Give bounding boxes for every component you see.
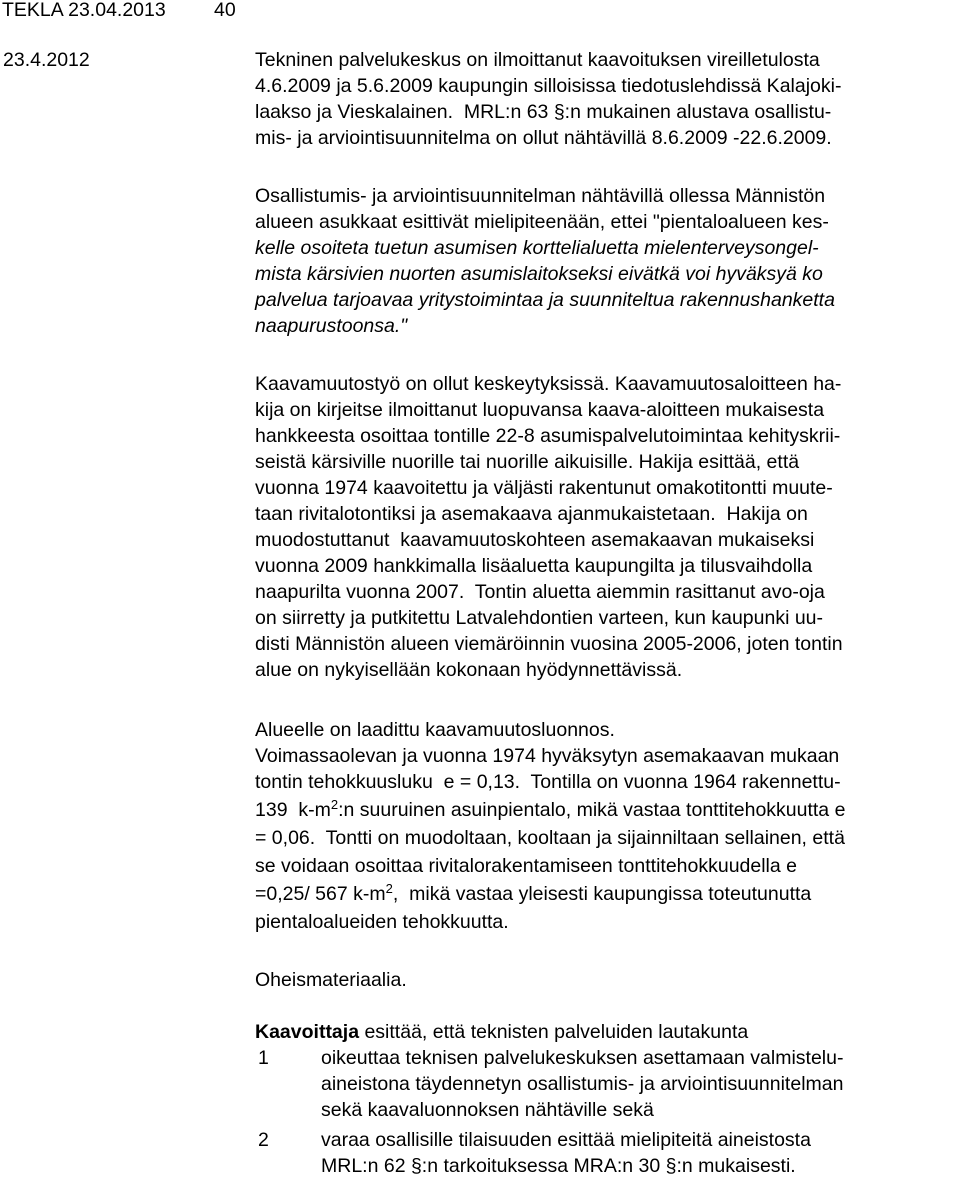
status-line: on siirretty ja putkitettu Latvalehdontien varteen, kun kaupunki uu- xyxy=(255,607,824,629)
proposal-item-line: oikeuttaa teknisen palvelukeskuksen asettamaan valmistelu- xyxy=(321,1047,844,1069)
feedback-line: alueen asukkaat esittivät mielipiteenään, ettei "pientaloalueen kes- xyxy=(255,211,829,233)
draft-efficiency-value: =0,25/ 567 k-m xyxy=(255,883,386,905)
proposal-item-number: 1 xyxy=(258,1047,269,1069)
draft-line: tontin tehokkuusluku e = 0,13. Tontilla on vuonna 1964 rakennettu- xyxy=(255,771,841,793)
entry-line: laakso ja Vieskalainen. MRL:n 63 §:n mukainen alustava osallistu- xyxy=(255,101,832,123)
draft-line xyxy=(255,881,811,907)
draft-area-value: 139 k-m xyxy=(255,799,331,821)
status-line: alue on nykyisellään kokonaan hyödynnettävissä. xyxy=(255,659,683,681)
draft-efficiency-text: , mikä vastaa yleisesti kaupungissa toteutunutta xyxy=(392,883,812,905)
entry-line: mis- ja arviointisuunnitelma on ollut nähtävillä 8.6.2009 -22.6.2009. xyxy=(255,127,832,149)
status-line: vuonna 1974 kaavoitettu ja väljästi rakentunut omakotitontti muute- xyxy=(255,477,833,499)
entry-line: 4.6.2009 ja 5.6.2009 kaupungin silloisissa tiedotuslehdissä Kalajoki- xyxy=(255,75,842,97)
proposal-item-number: 2 xyxy=(258,1129,269,1151)
proposal-author: Kaavoittaja xyxy=(255,1021,360,1043)
entry-date: 23.4.2012 xyxy=(3,49,90,71)
proposal-item-line: aineistona täydennetyn osallistumis- ja arviointisuunnitelman xyxy=(321,1073,844,1095)
draft-line xyxy=(255,797,845,823)
feedback-quote-line: palvelua tarjoavaa yritystoimintaa ja suunniteltua rakennushanketta xyxy=(255,289,835,311)
status-line: hankkeesta osoittaa tontille 22-8 asumispalvelutoimintaa kehityskrii- xyxy=(255,425,841,447)
feedback-quote-line: kelle osoiteta tuetun asumisen korttelialuetta mielenterveysongel- xyxy=(255,237,819,259)
draft-line: pientaloalueiden tehokkuutta. xyxy=(255,911,509,933)
proposal-intro xyxy=(255,1019,748,1045)
entry-line: Tekninen palvelukeskus on ilmoittanut kaavoituksen vireilletulosta xyxy=(255,49,820,71)
page-number: 40 xyxy=(214,0,236,21)
status-line: naapurilta vuonna 2007. Tontin aluetta aiemmin rasittanut avo-oja xyxy=(255,581,825,603)
attachments-note: Oheismateriaalia. xyxy=(255,969,407,991)
draft-area-superscript: 2 xyxy=(330,797,339,812)
draft-line: se voidaan osoittaa rivitalorakentamiseen tonttitehokkuudella e xyxy=(255,855,798,877)
draft-line: Voimassaolevan ja vuonna 1974 hyväksytyn asemakaavan mukaan xyxy=(255,745,840,767)
status-line: disti Männistön alueen viemäröinnin vuosina 2005-2006, joten tontin xyxy=(255,633,843,655)
feedback-quote-line: mista kärsivien nuorten asumislaitokseksi eivätkä voi hyväksyä ko xyxy=(255,263,823,285)
status-line: muodostuttanut kaavamuutoskohteen asemakaavan mukaiseksi xyxy=(255,529,815,551)
status-line: seistä kärsiville nuorille tai nuorille aikuisille. Hakija esittää, että xyxy=(255,451,800,473)
proposal-intro-text: esittää, että teknisten palveluiden lautakunta xyxy=(359,1021,749,1043)
proposal-item-line: MRL:n 62 §:n tarkoituksessa MRA:n 30 §:n mukaisesti. xyxy=(321,1155,796,1177)
feedback-quote-line: naapurustoonsa." xyxy=(255,315,408,337)
proposal-item-line: varaa osallisille tilaisuuden esittää mielipiteitä aineistosta xyxy=(321,1129,811,1151)
draft-area-text: :n suuruinen asuinpientalo, mikä vastaa tonttitehokkuutta e xyxy=(338,799,846,821)
draft-line: Alueelle on laadittu kaavamuutosluonnos. xyxy=(255,719,615,741)
status-line: Kaavamuutostyö on ollut keskeytyksissä. Kaavamuutosaloitteen ha- xyxy=(255,373,842,395)
status-line: taan rivitalotontiksi ja asemakaava ajanmukaistetaan. Hakija on xyxy=(255,503,808,525)
status-line: vuonna 2009 hankkimalla lisäaluetta kaupungilta ja tilusvaihdolla xyxy=(255,555,813,577)
status-line: kija on kirjeitse ilmoittanut luopuvansa kaava-aloitteen mukaisesta xyxy=(255,399,825,421)
feedback-line: Osallistumis- ja arviointisuunnitelman nähtävillä ollessa Männistön xyxy=(255,185,826,207)
header-title: TEKLA 23.04.2013 xyxy=(2,0,166,21)
draft-line: = 0,06. Tontti on muodoltaan, kooltaan ja sijainniltaan sellainen, että xyxy=(255,827,845,849)
draft-efficiency-superscript: 2 xyxy=(385,881,393,896)
proposal-item-line: sekä kaavaluonnoksen nähtäville sekä xyxy=(321,1099,654,1121)
